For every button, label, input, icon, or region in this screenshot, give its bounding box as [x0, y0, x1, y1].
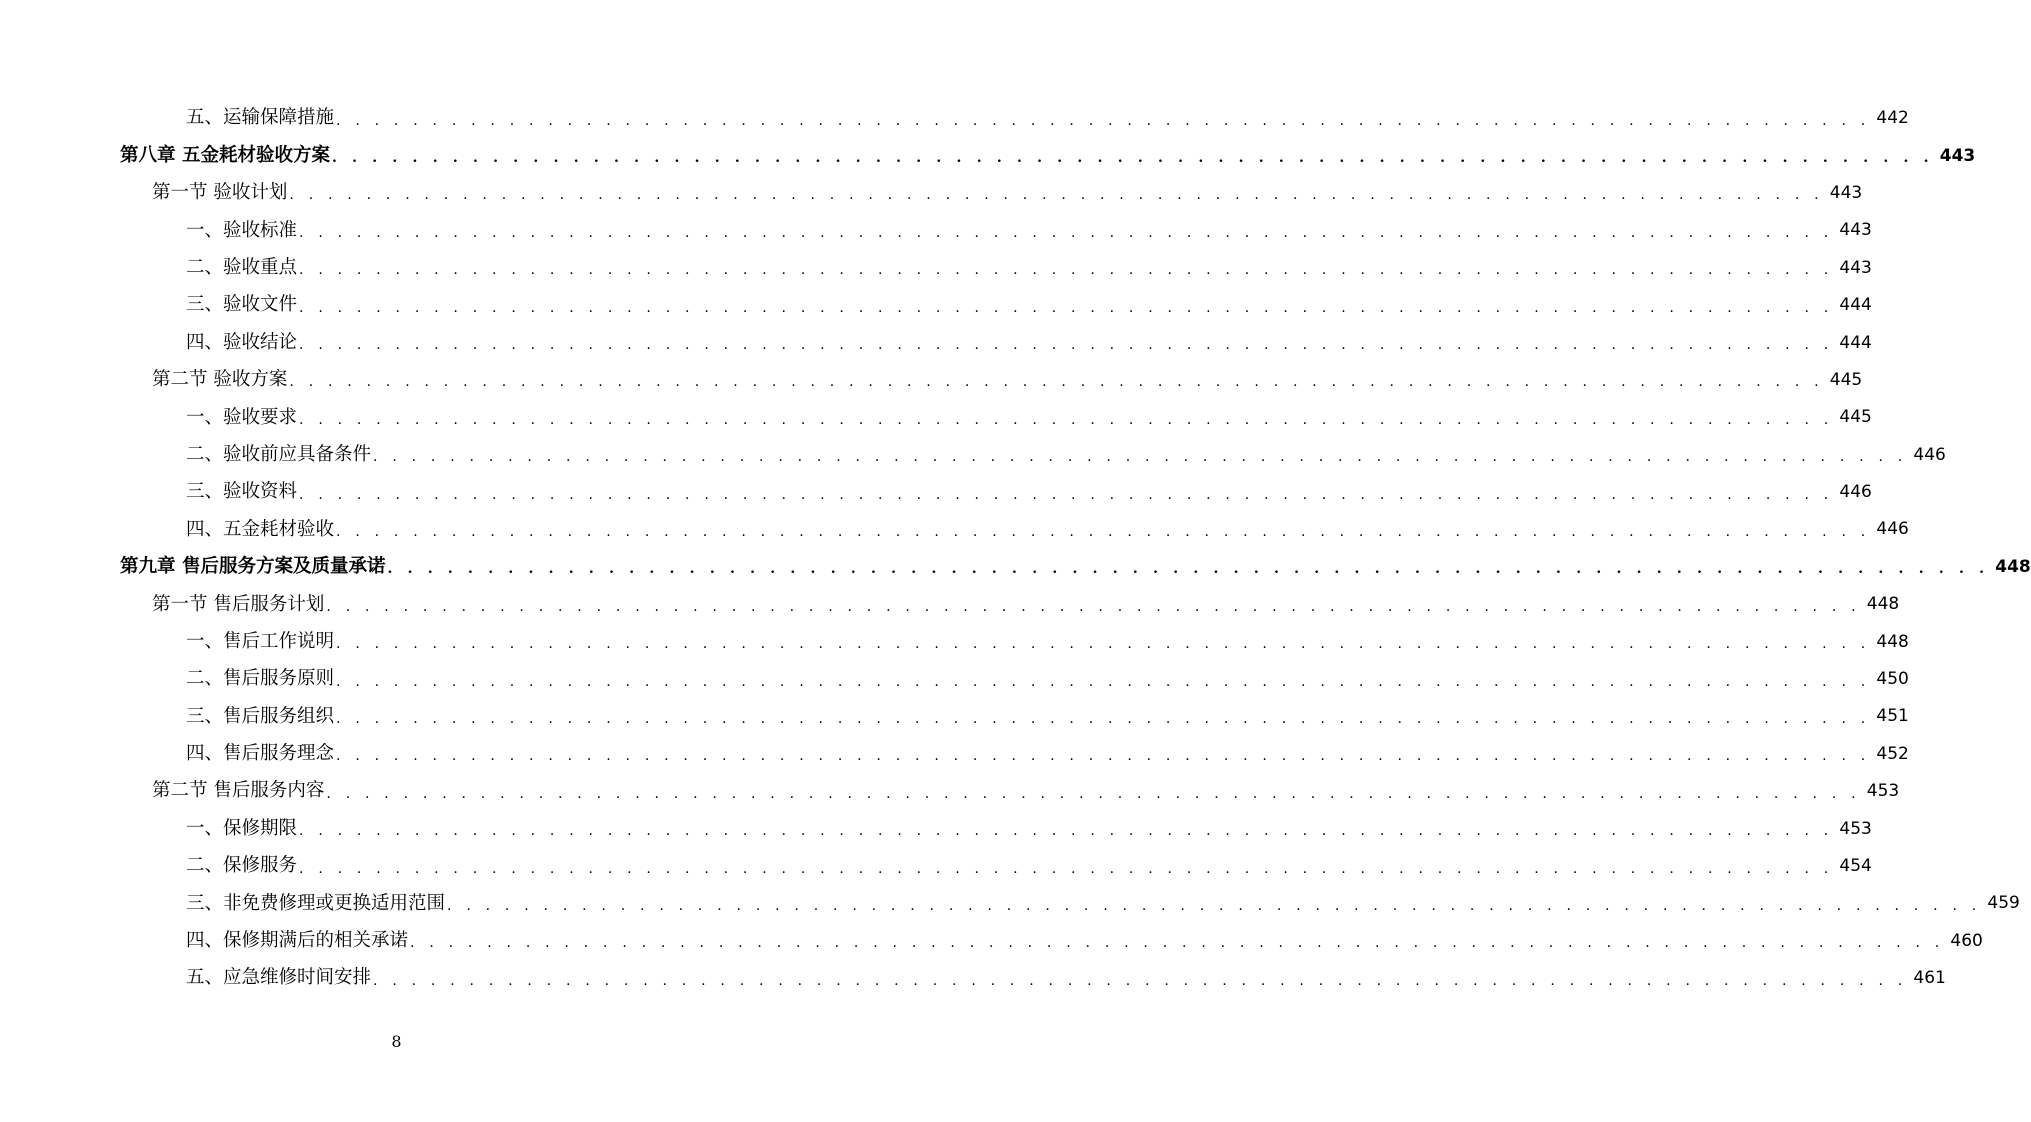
toc-entry-page: 442 — [1876, 108, 1909, 129]
toc-dot-leader: . . . . . . . . . . . . . . . . . . . . . . . . . . . . . . . . . . . . . . . . . . . . . . . . . . . . . . . . . . . . . . . . . . . . . . . . . . . . . . . . — [336, 710, 1871, 727]
toc-dot-leader: . . . . . . . . . . . . . . . . . . . . . . . . . . . . . . . . . . . . . . . . . . . . . . . . . . . . . . . . . . . . . . . . . . . . . . . . . . . . . . . . — [387, 561, 1990, 578]
toc-entry-page: 446 — [1913, 444, 1946, 465]
toc-dot-leader: . . . . . . . . . . . . . . . . . . . . . . . . . . . . . . . . . . . . . . . . . . . . . . . . . . . . . . . . . . . . . . . . . . . . . . . . . . . . . . . . — [336, 748, 1871, 765]
toc-subsection-entry[interactable] — [0, 661, 1909, 698]
toc-entry-page: 448 — [1876, 631, 1909, 652]
toc-entry-page: 446 — [1876, 519, 1909, 540]
toc-entry-page: 448 — [1866, 594, 1900, 615]
toc-dot-leader: . . . . . . . . . . . . . . . . . . . . . . . . . . . . . . . . . . . . . . . . . . . . . . . . . . . . . . . . . . . . . . . . . . . . . . . . . . . . . . . . — [289, 187, 1824, 204]
toc-entry-page: 461 — [1913, 968, 1946, 989]
toc-entry-page: 443 — [1839, 220, 1872, 241]
toc-section-entry[interactable] — [0, 175, 1863, 212]
toc-subsection-entry[interactable] — [0, 474, 1872, 511]
toc-entry-title: 第二节 验收方案 — [152, 369, 288, 391]
toc-entry-page: 459 — [1987, 893, 2020, 914]
toc-subsection-entry[interactable] — [0, 399, 1872, 436]
toc-subsection-entry[interactable] — [0, 250, 1872, 287]
toc-subsection-entry[interactable] — [0, 736, 1909, 773]
toc-dot-leader: . . . . . . . . . . . . . . . . . . . . . . . . . . . . . . . . . . . . . . . . . . . . . . . . . . . . . . . . . . . . . . . . . . . . . . . . . . . . . . . . — [299, 337, 1834, 354]
toc-subsection-entry[interactable] — [0, 623, 1909, 660]
toc-entry-title: 三、非免费修理或更换适用范围 — [186, 892, 446, 914]
toc-entry-title: 四、保修期满后的相关承诺 — [186, 930, 409, 952]
toc-entry-page: 453 — [1866, 781, 1900, 802]
toc-entry-page: 451 — [1876, 706, 1909, 727]
toc-chapter-entry[interactable] — [0, 549, 2031, 586]
toc-entry-page: 444 — [1839, 295, 1872, 316]
toc-subsection-entry[interactable] — [0, 511, 1909, 548]
toc-entry-title: 第九章 售后服务方案及质量承诺 — [120, 556, 386, 578]
toc-dot-leader: . . . . . . . . . . . . . . . . . . . . . . . . . . . . . . . . . . . . . . . . . . . . . . . . . . . . . . . . . . . . . . . . . . . . . . . . . . . . . . . . — [336, 636, 1871, 653]
toc-subsection-entry[interactable] — [0, 698, 1909, 735]
toc-subsection-entry[interactable] — [0, 885, 2020, 922]
toc-dot-leader: . . . . . . . . . . . . . . . . . . . . . . . . . . . . . . . . . . . . . . . . . . . . . . . . . . . . . . . . . . . . . . . . . . . . . . . . . . . . . . . . — [336, 673, 1871, 690]
toc-entry-title: 三、售后服务组织 — [186, 705, 335, 727]
toc-entry-title: 第八章 五金耗材验收方案 — [120, 144, 330, 166]
toc-subsection-entry[interactable] — [0, 287, 1872, 324]
toc-entry-page: 444 — [1839, 332, 1872, 353]
toc-dot-leader: . . . . . . . . . . . . . . . . . . . . . . . . . . . . . . . . . . . . . . . . . . . . . . . . . . . . . . . . . . . . . . . . . . . . . . . . . . . . . . . . — [299, 411, 1834, 428]
toc-dot-leader: . . . . . . . . . . . . . . . . . . . . . . . . . . . . . . . . . . . . . . . . . . . . . . . . . . . . . . . . . . . . . . . . . . . . . . . . . . . . . . . . — [336, 523, 1871, 540]
toc-entry-page: 443 — [1939, 145, 1976, 166]
toc-entry-title: 四、五金耗材验收 — [186, 518, 335, 540]
toc-entry-title: 三、验收资料 — [186, 481, 298, 503]
toc-dot-leader: . . . . . . . . . . . . . . . . . . . . . . . . . . . . . . . . . . . . . . . . . . . . . . . . . . . . . . . . . . . . . . . . . . . . . . . . . . . . . . . . — [299, 299, 1834, 316]
toc-chapter-entry[interactable] — [0, 137, 1976, 174]
toc-dot-leader: . . . . . . . . . . . . . . . . . . . . . . . . . . . . . . . . . . . . . . . . . . . . . . . . . . . . . . . . . . . . . . . . . . . . . . . . . . . . . . . . — [326, 598, 1861, 615]
toc-entry-page: 443 — [1839, 257, 1872, 278]
toc-subsection-entry[interactable] — [0, 960, 1946, 997]
toc-entry-title: 二、验收前应具备条件 — [186, 443, 372, 465]
toc-entry-page: 460 — [1950, 930, 1983, 951]
toc-subsection-entry[interactable] — [0, 848, 1872, 885]
toc-subsection-entry[interactable] — [0, 100, 1909, 137]
toc-entry-title: 一、验收要求 — [186, 406, 298, 428]
toc-entry-page: 448 — [1995, 556, 2031, 577]
toc-entry-title: 四、售后服务理念 — [186, 743, 335, 765]
toc-dot-leader: . . . . . . . . . . . . . . . . . . . . . . . . . . . . . . . . . . . . . . . . . . . . . . . . . . . . . . . . . . . . . . . . . . . . . . . . . . . . . . . . — [410, 935, 1945, 952]
toc-dot-leader: . . . . . . . . . . . . . . . . . . . . . . . . . . . . . . . . . . . . . . . . . . . . . . . . . . . . . . . . . . . . . . . . . . . . . . . . . . . . . . . . — [289, 374, 1824, 391]
toc-subsection-entry[interactable] — [0, 324, 1872, 361]
toc-subsection-entry[interactable] — [0, 212, 1872, 249]
toc-dot-leader: . . . . . . . . . . . . . . . . . . . . . . . . . . . . . . . . . . . . . . . . . . . . . . . . . . . . . . . . . . . . . . . . . . . . . . . . . . . . . . . . — [326, 785, 1861, 802]
toc-entry-title: 一、售后工作说明 — [186, 630, 335, 652]
toc-entry-title: 一、验收标准 — [186, 219, 298, 241]
toc-subsection-entry[interactable] — [0, 810, 1872, 847]
toc-entry-title: 一、保修期限 — [186, 817, 298, 839]
toc-subsection-entry[interactable] — [0, 923, 1983, 960]
toc-section-entry[interactable] — [0, 362, 1863, 399]
toc-entry-page: 443 — [1829, 182, 1863, 203]
toc-section-entry[interactable] — [0, 586, 1900, 623]
toc-dot-leader: . . . . . . . . . . . . . . . . . . . . . . . . . . . . . . . . . . . . . . . . . . . . . . . . . . . . . . . . . . . . . . . . . . . . . . . . . . . . . . . . — [373, 449, 1908, 466]
toc-entry-title: 五、应急维修时间安排 — [186, 967, 372, 989]
toc-entry-title: 四、验收结论 — [186, 331, 298, 353]
toc-dot-leader: . . . . . . . . . . . . . . . . . . . . . . . . . . . . . . . . . . . . . . . . . . . . . . . . . . . . . . . . . . . . . . . . . . . . . . . . . . . . . . . . — [447, 897, 1982, 914]
toc-subsection-entry[interactable] — [0, 437, 1946, 474]
toc-dot-leader: . . . . . . . . . . . . . . . . . . . . . . . . . . . . . . . . . . . . . . . . . . . . . . . . . . . . . . . . . . . . . . . . . . . . . . . . . . . . . . . . — [373, 972, 1908, 989]
toc-dot-leader: . . . . . . . . . . . . . . . . . . . . . . . . . . . . . . . . . . . . . . . . . . . . . . . . . . . . . . . . . . . . . . . . . . . . . . . . . . . . . . . . — [299, 486, 1834, 503]
toc-dot-leader: . . . . . . . . . . . . . . . . . . . . . . . . . . . . . . . . . . . . . . . . . . . . . . . . . . . . . . . . . . . . . . . . . . . . . . . . . . . . . . . . — [299, 262, 1834, 279]
toc-entry-title: 二、保修服务 — [186, 855, 298, 877]
page-number: 8 — [391, 1032, 402, 1051]
toc-entry-title: 第一节 售后服务计划 — [152, 593, 325, 615]
toc-entry-title: 第二节 售后服务内容 — [152, 780, 325, 802]
toc-entry-title: 三、验收文件 — [186, 294, 298, 316]
toc-entry-page: 453 — [1839, 818, 1872, 839]
toc-section-entry[interactable] — [0, 773, 1900, 810]
toc-dot-leader: . . . . . . . . . . . . . . . . . . . . . . . . . . . . . . . . . . . . . . . . . . . . . . . . . . . . . . . . . . . . . . . . . . . . . . . . . . . . . . . . — [336, 112, 1871, 129]
toc-dot-leader: . . . . . . . . . . . . . . . . . . . . . . . . . . . . . . . . . . . . . . . . . . . . . . . . . . . . . . . . . . . . . . . . . . . . . . . . . . . . . . . . — [299, 823, 1834, 840]
toc-entry-page: 454 — [1839, 856, 1872, 876]
toc-entry-title: 五、运输保障措施 — [186, 107, 335, 129]
toc-entry-title: 第一节 验收计划 — [152, 182, 288, 204]
toc-dot-leader: . . . . . . . . . . . . . . . . . . . . . . . . . . . . . . . . . . . . . . . . . . . . . . . . . . . . . . . . . . . . . . . . . . . . . . . . . . . . . . . . — [299, 224, 1834, 241]
toc-entry-page: 446 — [1839, 482, 1872, 503]
toc-entry-title: 二、验收重点 — [186, 257, 298, 278]
table-of-contents — [0, 100, 2031, 997]
toc-dot-leader: . . . . . . . . . . . . . . . . . . . . . . . . . . . . . . . . . . . . . . . . . . . . . . . . . . . . . . . . . . . . . . . . . . . . . . . . . . . . . . . . — [299, 860, 1834, 877]
toc-entry-page: 452 — [1876, 743, 1909, 764]
toc-entry-title: 二、售后服务原则 — [186, 668, 335, 690]
toc-dot-leader: . . . . . . . . . . . . . . . . . . . . . . . . . . . . . . . . . . . . . . . . . . . . . . . . . . . . . . . . . . . . . . . . . . . . . . . . . . . . . . . . — [331, 150, 1934, 167]
toc-entry-page: 450 — [1876, 669, 1909, 690]
toc-entry-page: 445 — [1839, 407, 1872, 428]
toc-entry-page: 445 — [1829, 369, 1863, 390]
